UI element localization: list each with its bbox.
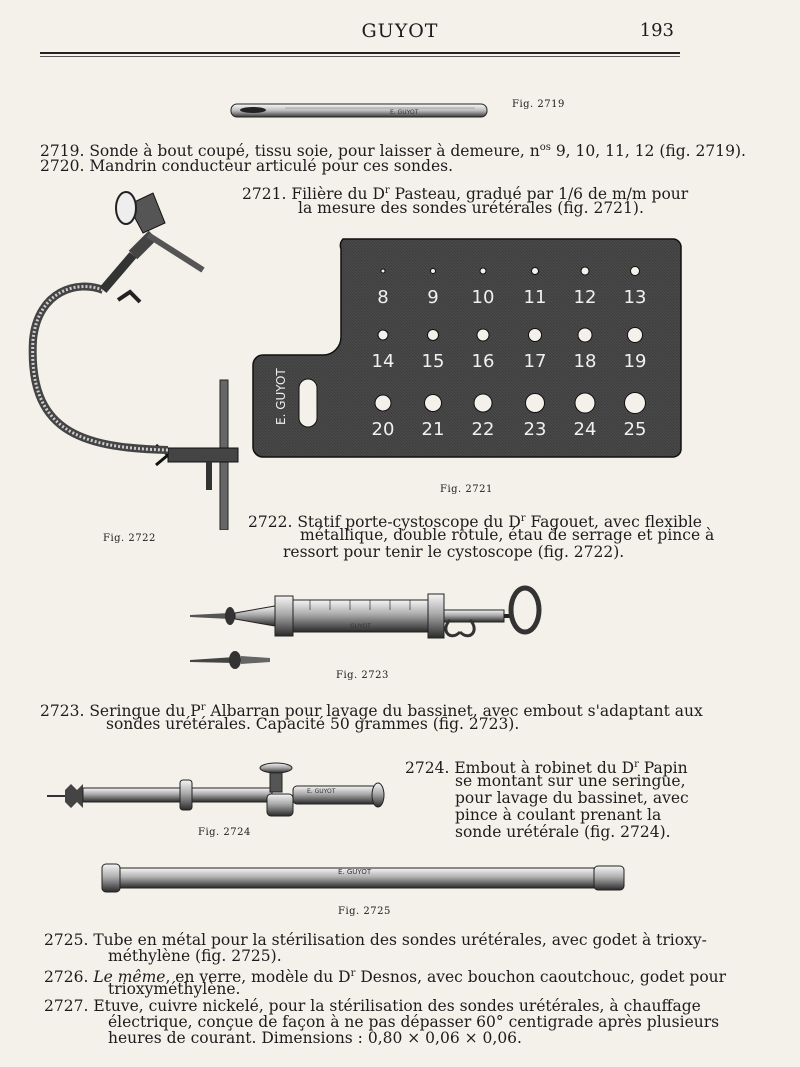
entry-2726: 2726. Le même, en verre, modèle du $D^r$ Desnos, avec bouchon caoutchouc, godet pour — [44, 968, 727, 987]
gauge-number: 20 — [371, 419, 395, 440]
entry-2724: 2724. Embout à robinet du $D^r$ Papin — [405, 759, 688, 778]
entry-2724-line3: pour lavage du bassinet, avec — [455, 789, 689, 807]
entry-2727-line3: heures de courant. Dimensions : 0,80 × 0,06 × 0,06. — [108, 1029, 522, 1047]
entry-2721-line2: la mesure des sondes urétérales (fig. 2721). — [298, 199, 644, 217]
entry-2724-line5: sonde urétérale (fig. 2724). — [455, 823, 671, 841]
gauge-hole — [526, 394, 545, 413]
gauge-number: 9 — [427, 287, 439, 308]
gauge-number: 10 — [471, 287, 495, 308]
gauge-hole — [575, 393, 595, 413]
figure-2719-catheter — [225, 100, 495, 122]
gauge-number: 15 — [421, 351, 445, 372]
gauge-number: 8 — [377, 287, 389, 308]
gauge-number: 14 — [371, 351, 395, 372]
gauge-number: 11 — [523, 287, 547, 308]
gauge-number: 23 — [523, 419, 547, 440]
gauge-hole — [428, 330, 439, 341]
fig-2724-caption: Fig. 2724 — [198, 827, 251, 838]
figure-2722-stand — [18, 180, 250, 530]
fig-2723-caption: Fig. 2723 — [336, 670, 389, 681]
gauge-number: 24 — [573, 419, 597, 440]
figure-2724-tap-nozzle — [45, 760, 395, 822]
gauge-hole — [631, 267, 640, 276]
gauge-hole — [425, 395, 442, 412]
entry-2724-line2: se montant sur une seringue, — [455, 772, 686, 790]
gauge-hole — [625, 393, 646, 414]
gauge-hole — [529, 329, 542, 342]
gauge-hole — [381, 269, 385, 273]
entry-2722-line3: ressort pour tenir le cystoscope (fig. 2722). — [283, 543, 625, 561]
gauge-number: 12 — [573, 287, 597, 308]
entry-2726-line2: trioxyméthylène. — [108, 980, 241, 998]
entry-2725: 2725. Tube en métal pour la stérilisation des sondes urétérales, avec godet à trioxy- — [44, 931, 707, 949]
entry-2721: 2721. Filière du $D^r$ Pasteau, gradué par 1/6 de m/m pour — [242, 185, 689, 204]
fig-2725-caption: Fig. 2725 — [338, 906, 391, 917]
gauge-hole — [532, 268, 539, 275]
fig-2719-engraving: E. GUYOT — [390, 109, 419, 116]
gauge-hole — [480, 268, 486, 274]
page-number: 193 — [639, 20, 674, 41]
gauge-number: 25 — [623, 419, 647, 440]
gauge-hole — [375, 395, 391, 411]
entry-2725-line2: méthylène (fig. 2725). — [108, 947, 282, 965]
header-rule-thin — [40, 56, 680, 57]
gauge-hole — [578, 328, 592, 342]
header-rule — [40, 52, 680, 54]
gauge-hole — [474, 394, 492, 412]
fig-2725-engraving: E. GUYOT — [338, 868, 372, 876]
gauge-hole — [581, 267, 589, 275]
fig-2721-caption: Fig. 2721 — [440, 484, 493, 495]
entry-2727: 2727. Etuve, cuivre nickelé, pour la stérilisation des sondes urétérales, à chauffage — [44, 997, 701, 1015]
figure-2723-syringe — [180, 580, 550, 672]
gauge-number: 16 — [471, 351, 495, 372]
entry-2724-line4: pince à coulant prenant la — [455, 806, 662, 824]
gauge-number: 21 — [421, 419, 445, 440]
entry-2720: 2720. Mandrin conducteur articulé pour ces sondes. — [40, 157, 454, 175]
gauge-hole — [477, 329, 489, 341]
entry-2723-line2: sondes urétérales. Capacité 50 grammes (fig. 2723). — [106, 715, 520, 733]
figure-2721-gauge-plate — [243, 235, 688, 467]
gauge-hole — [628, 328, 643, 343]
entry-2722-line2: métallique, double rotule, étau de serrage et pince à — [300, 526, 715, 544]
gauge-number: 19 — [623, 351, 647, 372]
figure-2725-metal-tube — [98, 858, 633, 898]
gauge-number: 13 — [623, 287, 647, 308]
running-header: GUYOT — [361, 20, 439, 42]
entry-2727-line2: électrique, conçue de façon à ne pas dépasser 60° centigrade après plusieurs — [108, 1013, 720, 1031]
gauge-brand-engraving: E. GUYOT — [274, 368, 288, 425]
gauge-hole — [378, 330, 388, 340]
fig-2724-engraving: E. GUYOT — [307, 788, 336, 795]
entry-2722: 2722. Statif porte-cystoscope du $D^r$ Fagouet, avec flexible — [248, 513, 702, 532]
gauge-number: 17 — [523, 351, 547, 372]
fig-2719-caption: Fig. 2719 — [512, 99, 565, 110]
gauge-number: 18 — [573, 351, 597, 372]
gauge-hole — [431, 269, 436, 274]
entry-2719: 2719. Sonde à bout coupé, tissu soie, pour laisser à demeure, $n^{os}$ 9, 10, 11, 12 (fig. 2719). — [40, 142, 746, 161]
entry-2723: 2723. Seringue du $P^r$ Albarran pour lavage du bassinet, avec embout s'adaptant aux — [40, 702, 703, 721]
gauge-number: 22 — [471, 419, 495, 440]
fig-2722-caption: Fig. 2722 — [103, 533, 156, 544]
fig-2723-engraving: GUYOT — [350, 623, 371, 630]
